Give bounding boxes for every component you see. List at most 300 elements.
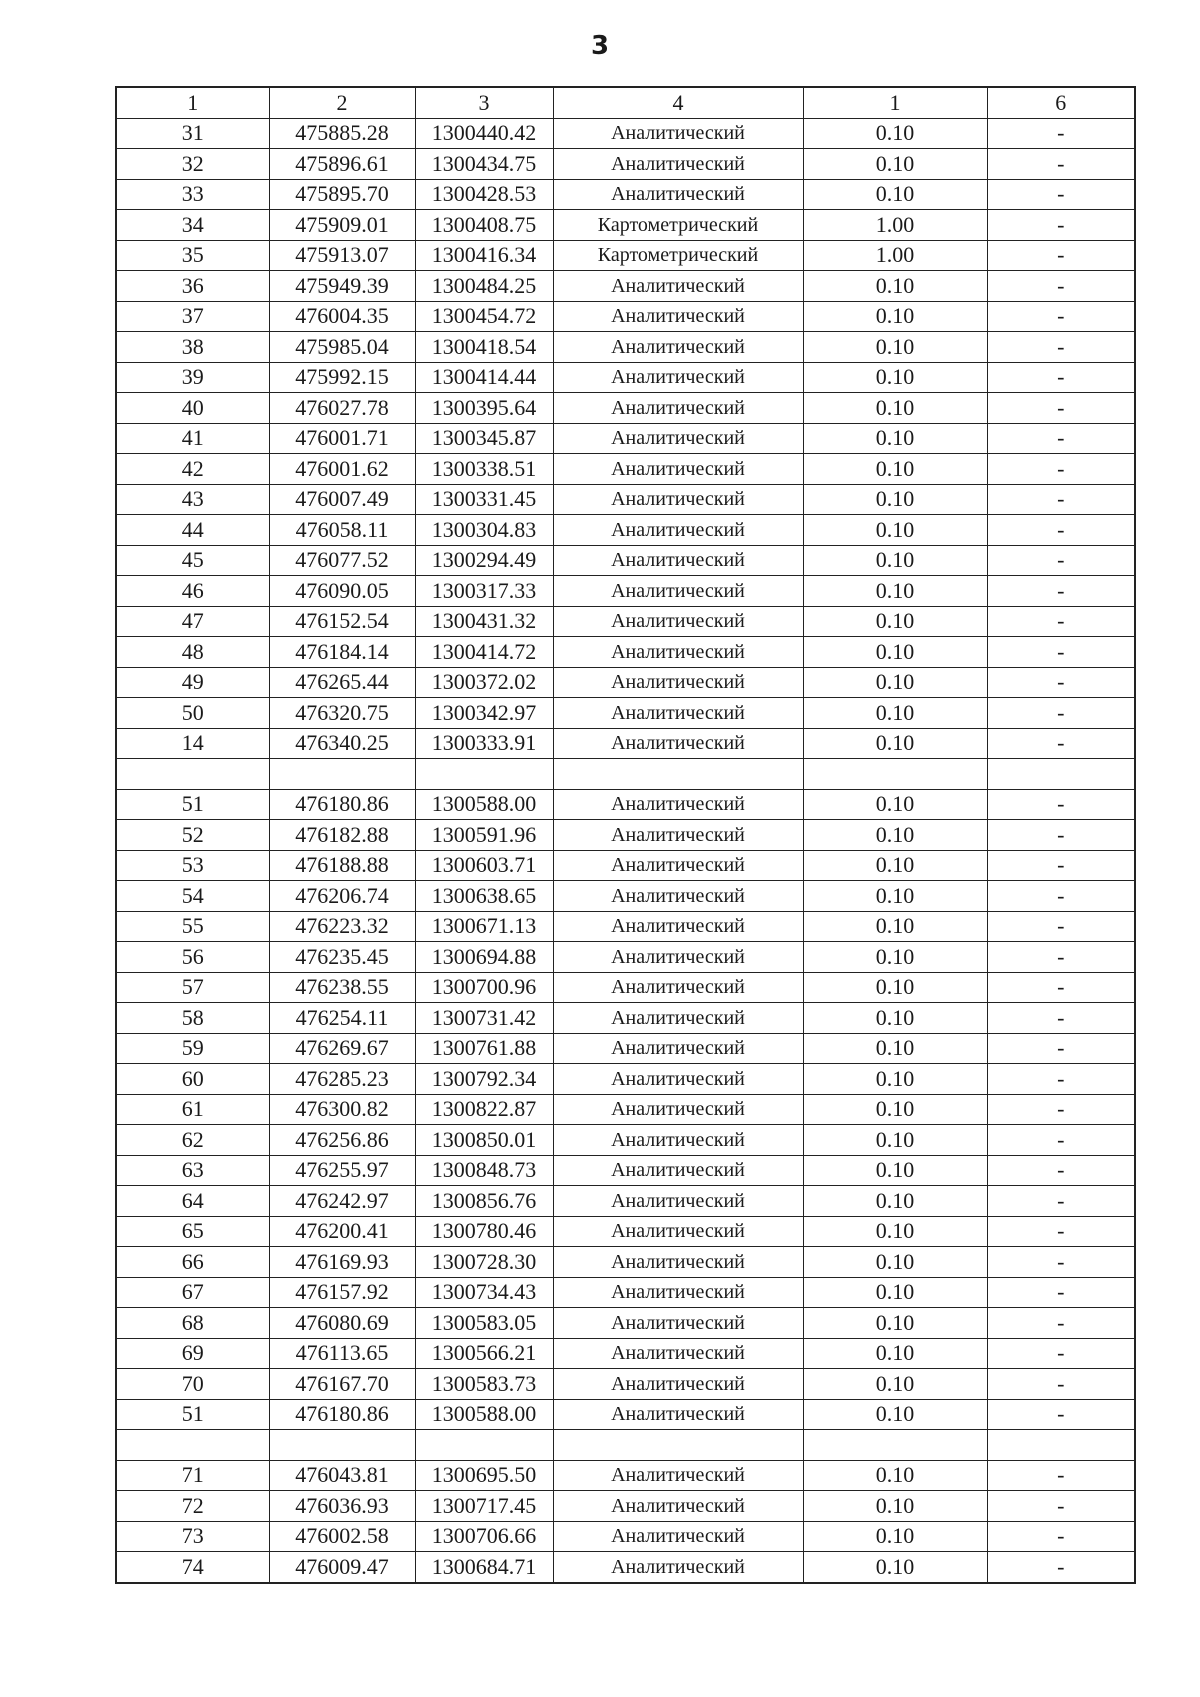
note-cell: - — [987, 1186, 1135, 1217]
x-coordinate-cell — [269, 1430, 415, 1461]
x-coordinate-cell: 476113.65 — [269, 1338, 415, 1369]
point-number-cell: 37 — [116, 301, 269, 332]
y-coordinate-cell: 1300638.65 — [415, 881, 553, 912]
method-cell: Аналитический — [553, 637, 803, 668]
table-row — [116, 484, 1135, 515]
x-coordinate-cell: 476058.11 — [269, 515, 415, 546]
point-number-cell: 56 — [116, 942, 269, 973]
accuracy-cell: 1.00 — [803, 210, 987, 241]
column-header: 4 — [553, 87, 803, 118]
point-number-cell: 51 — [116, 789, 269, 820]
note-cell: - — [987, 1308, 1135, 1339]
note-cell: - — [987, 606, 1135, 637]
note-cell: - — [987, 1521, 1135, 1552]
x-coordinate-cell: 476167.70 — [269, 1369, 415, 1400]
x-coordinate-cell: 475885.28 — [269, 118, 415, 149]
y-coordinate-cell: 1300848.73 — [415, 1155, 553, 1186]
y-coordinate-cell: 1300695.50 — [415, 1460, 553, 1491]
x-coordinate-cell: 476157.92 — [269, 1277, 415, 1308]
method-cell: Аналитический — [553, 545, 803, 576]
accuracy-cell: 0.10 — [803, 1155, 987, 1186]
x-coordinate-cell: 475985.04 — [269, 332, 415, 363]
accuracy-cell: 0.10 — [803, 576, 987, 607]
point-number-cell: 53 — [116, 850, 269, 881]
table-row — [116, 149, 1135, 180]
x-coordinate-cell: 476027.78 — [269, 393, 415, 424]
point-number-cell: 57 — [116, 972, 269, 1003]
accuracy-cell: 0.10 — [803, 454, 987, 485]
table-row — [116, 576, 1135, 607]
accuracy-cell: 0.10 — [803, 728, 987, 759]
method-cell: Аналитический — [553, 484, 803, 515]
accuracy-cell: 0.10 — [803, 118, 987, 149]
y-coordinate-cell: 1300333.91 — [415, 728, 553, 759]
y-coordinate-cell: 1300440.42 — [415, 118, 553, 149]
y-coordinate-cell: 1300792.34 — [415, 1064, 553, 1095]
note-cell: - — [987, 1155, 1135, 1186]
method-cell: Аналитический — [553, 515, 803, 546]
x-coordinate-cell: 476265.44 — [269, 667, 415, 698]
x-coordinate-cell: 475913.07 — [269, 240, 415, 271]
column-header: 1 — [116, 87, 269, 118]
point-number-cell: 64 — [116, 1186, 269, 1217]
y-coordinate-cell: 1300588.00 — [415, 789, 553, 820]
note-cell: - — [987, 820, 1135, 851]
note-cell: - — [987, 1460, 1135, 1491]
note-cell: - — [987, 576, 1135, 607]
point-number-cell: 51 — [116, 1399, 269, 1430]
note-cell: - — [987, 911, 1135, 942]
accuracy-cell: 0.10 — [803, 1003, 987, 1034]
point-number-cell: 62 — [116, 1125, 269, 1156]
y-coordinate-cell: 1300856.76 — [415, 1186, 553, 1217]
x-coordinate-cell: 476004.35 — [269, 301, 415, 332]
table-row — [116, 972, 1135, 1003]
x-coordinate-cell: 476206.74 — [269, 881, 415, 912]
point-number-cell: 54 — [116, 881, 269, 912]
note-cell: - — [987, 423, 1135, 454]
x-coordinate-cell: 476235.45 — [269, 942, 415, 973]
table-row — [116, 1491, 1135, 1522]
point-number-cell: 52 — [116, 820, 269, 851]
y-coordinate-cell: 1300603.71 — [415, 850, 553, 881]
method-cell: Аналитический — [553, 1003, 803, 1034]
accuracy-cell: 0.10 — [803, 1552, 987, 1583]
x-coordinate-cell: 476180.86 — [269, 789, 415, 820]
table-row — [116, 1064, 1135, 1095]
method-cell: Аналитический — [553, 1521, 803, 1552]
y-coordinate-cell: 1300414.72 — [415, 637, 553, 668]
y-coordinate-cell: 1300408.75 — [415, 210, 553, 241]
y-coordinate-cell: 1300734.43 — [415, 1277, 553, 1308]
y-coordinate-cell: 1300342.97 — [415, 698, 553, 729]
accuracy-cell: 0.10 — [803, 515, 987, 546]
table-row — [116, 1399, 1135, 1430]
accuracy-cell: 0.10 — [803, 911, 987, 942]
table-row — [116, 881, 1135, 912]
y-coordinate-cell — [415, 759, 553, 790]
note-cell — [987, 1430, 1135, 1461]
x-coordinate-cell: 476340.25 — [269, 728, 415, 759]
point-number-cell: 45 — [116, 545, 269, 576]
x-coordinate-cell: 476043.81 — [269, 1460, 415, 1491]
note-cell: - — [987, 240, 1135, 271]
x-coordinate-cell: 476223.32 — [269, 911, 415, 942]
column-header: 3 — [415, 87, 553, 118]
point-number-cell: 69 — [116, 1338, 269, 1369]
note-cell: - — [987, 149, 1135, 180]
method-cell: Аналитический — [553, 1399, 803, 1430]
y-coordinate-cell: 1300731.42 — [415, 1003, 553, 1034]
note-cell: - — [987, 1125, 1135, 1156]
table-row — [116, 423, 1135, 454]
method-cell: Аналитический — [553, 1094, 803, 1125]
table-row — [116, 1308, 1135, 1339]
column-header: 1 — [803, 87, 987, 118]
accuracy-cell: 0.10 — [803, 179, 987, 210]
note-cell: - — [987, 210, 1135, 241]
point-number-cell: 47 — [116, 606, 269, 637]
note-cell: - — [987, 484, 1135, 515]
method-cell: Аналитический — [553, 576, 803, 607]
method-cell: Аналитический — [553, 1552, 803, 1583]
method-cell: Аналитический — [553, 942, 803, 973]
point-number-cell: 35 — [116, 240, 269, 271]
accuracy-cell: 0.10 — [803, 1308, 987, 1339]
table-row — [116, 698, 1135, 729]
accuracy-cell: 0.10 — [803, 850, 987, 881]
method-cell: Аналитический — [553, 1216, 803, 1247]
point-number-cell: 31 — [116, 118, 269, 149]
table-row — [116, 1155, 1135, 1186]
method-cell: Аналитический — [553, 698, 803, 729]
accuracy-cell: 0.10 — [803, 637, 987, 668]
method-cell: Аналитический — [553, 271, 803, 302]
point-number-cell: 71 — [116, 1460, 269, 1491]
table-row — [116, 820, 1135, 851]
y-coordinate-cell: 1300761.88 — [415, 1033, 553, 1064]
accuracy-cell: 1.00 — [803, 240, 987, 271]
note-cell: - — [987, 301, 1135, 332]
x-coordinate-cell: 476254.11 — [269, 1003, 415, 1034]
method-cell: Аналитический — [553, 332, 803, 363]
y-coordinate-cell: 1300706.66 — [415, 1521, 553, 1552]
method-cell: Аналитический — [553, 820, 803, 851]
method-cell — [553, 1430, 803, 1461]
y-coordinate-cell: 1300717.45 — [415, 1491, 553, 1522]
y-coordinate-cell: 1300780.46 — [415, 1216, 553, 1247]
table-row — [116, 118, 1135, 149]
note-cell: - — [987, 362, 1135, 393]
method-cell: Аналитический — [553, 1369, 803, 1400]
accuracy-cell: 0.10 — [803, 1491, 987, 1522]
x-coordinate-cell: 476169.93 — [269, 1247, 415, 1278]
x-coordinate-cell: 476285.23 — [269, 1064, 415, 1095]
accuracy-cell — [803, 759, 987, 790]
accuracy-cell: 0.10 — [803, 362, 987, 393]
accuracy-cell: 0.10 — [803, 942, 987, 973]
point-number-cell: 66 — [116, 1247, 269, 1278]
accuracy-cell: 0.10 — [803, 789, 987, 820]
accuracy-cell: 0.10 — [803, 1277, 987, 1308]
table-row — [116, 1186, 1135, 1217]
accuracy-cell: 0.10 — [803, 149, 987, 180]
point-number-cell — [116, 1430, 269, 1461]
note-cell: - — [987, 515, 1135, 546]
method-cell: Аналитический — [553, 1460, 803, 1491]
table-row — [116, 1247, 1135, 1278]
method-cell: Аналитический — [553, 1308, 803, 1339]
y-coordinate-cell: 1300416.34 — [415, 240, 553, 271]
method-cell: Аналитический — [553, 911, 803, 942]
y-coordinate-cell: 1300304.83 — [415, 515, 553, 546]
method-cell: Аналитический — [553, 1491, 803, 1522]
note-cell — [987, 759, 1135, 790]
accuracy-cell: 0.10 — [803, 301, 987, 332]
accuracy-cell: 0.10 — [803, 972, 987, 1003]
method-cell: Аналитический — [553, 1247, 803, 1278]
note-cell: - — [987, 332, 1135, 363]
y-coordinate-cell: 1300591.96 — [415, 820, 553, 851]
point-number-cell: 50 — [116, 698, 269, 729]
table-row — [116, 179, 1135, 210]
x-coordinate-cell — [269, 759, 415, 790]
y-coordinate-cell: 1300331.45 — [415, 484, 553, 515]
table-row — [116, 301, 1135, 332]
x-coordinate-cell: 476090.05 — [269, 576, 415, 607]
point-number-cell: 48 — [116, 637, 269, 668]
method-cell: Аналитический — [553, 423, 803, 454]
accuracy-cell: 0.10 — [803, 1033, 987, 1064]
x-coordinate-cell: 476002.58 — [269, 1521, 415, 1552]
note-cell: - — [987, 1033, 1135, 1064]
point-number-cell — [116, 759, 269, 790]
accuracy-cell: 0.10 — [803, 393, 987, 424]
note-cell: - — [987, 942, 1135, 973]
x-coordinate-cell: 476036.93 — [269, 1491, 415, 1522]
method-cell: Аналитический — [553, 1125, 803, 1156]
table-row — [116, 1369, 1135, 1400]
table-row — [116, 210, 1135, 241]
accuracy-cell: 0.10 — [803, 881, 987, 912]
accuracy-cell: 0.10 — [803, 1094, 987, 1125]
accuracy-cell: 0.10 — [803, 698, 987, 729]
note-cell: - — [987, 789, 1135, 820]
note-cell: - — [987, 637, 1135, 668]
table-row — [116, 1521, 1135, 1552]
note-cell: - — [987, 454, 1135, 485]
y-coordinate-cell: 1300850.01 — [415, 1125, 553, 1156]
accuracy-cell: 0.10 — [803, 332, 987, 363]
note-cell: - — [987, 393, 1135, 424]
method-cell: Аналитический — [553, 454, 803, 485]
x-coordinate-cell: 476184.14 — [269, 637, 415, 668]
table-row — [116, 454, 1135, 485]
y-coordinate-cell: 1300431.32 — [415, 606, 553, 637]
x-coordinate-cell: 475949.39 — [269, 271, 415, 302]
table-row — [116, 1003, 1135, 1034]
note-cell: - — [987, 1247, 1135, 1278]
table-row — [116, 942, 1135, 973]
note-cell: - — [987, 1216, 1135, 1247]
table-row — [116, 515, 1135, 546]
method-cell — [553, 759, 803, 790]
point-number-cell: 32 — [116, 149, 269, 180]
point-number-cell: 55 — [116, 911, 269, 942]
y-coordinate-cell: 1300414.44 — [415, 362, 553, 393]
method-cell: Картометрический — [553, 210, 803, 241]
point-number-cell: 74 — [116, 1552, 269, 1583]
x-coordinate-cell: 476001.62 — [269, 454, 415, 485]
accuracy-cell: 0.10 — [803, 1399, 987, 1430]
y-coordinate-cell: 1300454.72 — [415, 301, 553, 332]
table-row — [116, 1552, 1135, 1583]
x-coordinate-cell: 475909.01 — [269, 210, 415, 241]
point-number-cell: 41 — [116, 423, 269, 454]
point-number-cell: 46 — [116, 576, 269, 607]
point-number-cell: 63 — [116, 1155, 269, 1186]
x-coordinate-cell: 476188.88 — [269, 850, 415, 881]
table-separator-row — [116, 759, 1135, 790]
method-cell: Аналитический — [553, 850, 803, 881]
accuracy-cell: 0.10 — [803, 545, 987, 576]
x-coordinate-cell: 476152.54 — [269, 606, 415, 637]
column-header: 2 — [269, 87, 415, 118]
method-cell: Аналитический — [553, 1033, 803, 1064]
y-coordinate-cell: 1300372.02 — [415, 667, 553, 698]
accuracy-cell: 0.10 — [803, 1125, 987, 1156]
y-coordinate-cell: 1300822.87 — [415, 1094, 553, 1125]
point-number-cell: 33 — [116, 179, 269, 210]
y-coordinate-cell: 1300583.73 — [415, 1369, 553, 1400]
note-cell: - — [987, 881, 1135, 912]
coordinates-table — [115, 86, 1136, 1584]
note-cell: - — [987, 667, 1135, 698]
note-cell: - — [987, 1552, 1135, 1583]
accuracy-cell: 0.10 — [803, 1064, 987, 1095]
y-coordinate-cell: 1300684.71 — [415, 1552, 553, 1583]
table-row — [116, 1033, 1135, 1064]
x-coordinate-cell: 476320.75 — [269, 698, 415, 729]
method-cell: Аналитический — [553, 179, 803, 210]
note-cell: - — [987, 1491, 1135, 1522]
table-row — [116, 606, 1135, 637]
method-cell: Аналитический — [553, 1277, 803, 1308]
method-cell: Аналитический — [553, 789, 803, 820]
note-cell: - — [987, 1338, 1135, 1369]
method-cell: Аналитический — [553, 118, 803, 149]
note-cell: - — [987, 850, 1135, 881]
point-number-cell: 59 — [116, 1033, 269, 1064]
table-body — [116, 118, 1135, 1583]
table-row — [116, 1338, 1135, 1369]
point-number-cell: 61 — [116, 1094, 269, 1125]
table-row — [116, 789, 1135, 820]
point-number-cell: 34 — [116, 210, 269, 241]
method-cell: Аналитический — [553, 728, 803, 759]
table-row — [116, 728, 1135, 759]
method-cell: Аналитический — [553, 881, 803, 912]
accuracy-cell: 0.10 — [803, 606, 987, 637]
table-row — [116, 393, 1135, 424]
method-cell: Аналитический — [553, 301, 803, 332]
x-coordinate-cell: 475992.15 — [269, 362, 415, 393]
x-coordinate-cell: 476300.82 — [269, 1094, 415, 1125]
note-cell: - — [987, 545, 1135, 576]
note-cell: - — [987, 1064, 1135, 1095]
note-cell: - — [987, 698, 1135, 729]
x-coordinate-cell: 476180.86 — [269, 1399, 415, 1430]
point-number-cell: 73 — [116, 1521, 269, 1552]
point-number-cell: 36 — [116, 271, 269, 302]
x-coordinate-cell: 475895.70 — [269, 179, 415, 210]
table-row — [116, 271, 1135, 302]
table-row — [116, 1460, 1135, 1491]
y-coordinate-cell: 1300434.75 — [415, 149, 553, 180]
table-row — [116, 1094, 1135, 1125]
method-cell: Аналитический — [553, 393, 803, 424]
y-coordinate-cell: 1300671.13 — [415, 911, 553, 942]
x-coordinate-cell: 476080.69 — [269, 1308, 415, 1339]
method-cell: Аналитический — [553, 149, 803, 180]
note-cell: - — [987, 1277, 1135, 1308]
accuracy-cell: 0.10 — [803, 1247, 987, 1278]
method-cell: Картометрический — [553, 240, 803, 271]
table-separator-row — [116, 1430, 1135, 1461]
y-coordinate-cell: 1300317.33 — [415, 576, 553, 607]
accuracy-cell: 0.10 — [803, 667, 987, 698]
y-coordinate-cell: 1300728.30 — [415, 1247, 553, 1278]
note-cell: - — [987, 271, 1135, 302]
note-cell: - — [987, 118, 1135, 149]
point-number-cell: 60 — [116, 1064, 269, 1095]
table-row — [116, 240, 1135, 271]
point-number-cell: 38 — [116, 332, 269, 363]
table-row — [116, 1216, 1135, 1247]
table-header-row — [116, 87, 1135, 118]
method-cell: Аналитический — [553, 667, 803, 698]
accuracy-cell: 0.10 — [803, 484, 987, 515]
table-row — [116, 637, 1135, 668]
accuracy-cell: 0.10 — [803, 1216, 987, 1247]
accuracy-cell: 0.10 — [803, 1186, 987, 1217]
note-cell: - — [987, 1094, 1135, 1125]
table-row — [116, 667, 1135, 698]
y-coordinate-cell: 1300418.54 — [415, 332, 553, 363]
point-number-cell: 39 — [116, 362, 269, 393]
accuracy-cell — [803, 1430, 987, 1461]
table-row — [116, 545, 1135, 576]
table-row — [116, 1125, 1135, 1156]
accuracy-cell: 0.10 — [803, 1521, 987, 1552]
table-row — [116, 1277, 1135, 1308]
x-coordinate-cell: 476182.88 — [269, 820, 415, 851]
y-coordinate-cell: 1300484.25 — [415, 271, 553, 302]
y-coordinate-cell: 1300700.96 — [415, 972, 553, 1003]
method-cell: Аналитический — [553, 606, 803, 637]
method-cell: Аналитический — [553, 1155, 803, 1186]
table-row — [116, 332, 1135, 363]
y-coordinate-cell: 1300338.51 — [415, 454, 553, 485]
y-coordinate-cell: 1300428.53 — [415, 179, 553, 210]
y-coordinate-cell: 1300345.87 — [415, 423, 553, 454]
accuracy-cell: 0.10 — [803, 820, 987, 851]
point-number-cell: 70 — [116, 1369, 269, 1400]
y-coordinate-cell: 1300588.00 — [415, 1399, 553, 1430]
y-coordinate-cell: 1300566.21 — [415, 1338, 553, 1369]
x-coordinate-cell: 476255.97 — [269, 1155, 415, 1186]
x-coordinate-cell: 476077.52 — [269, 545, 415, 576]
